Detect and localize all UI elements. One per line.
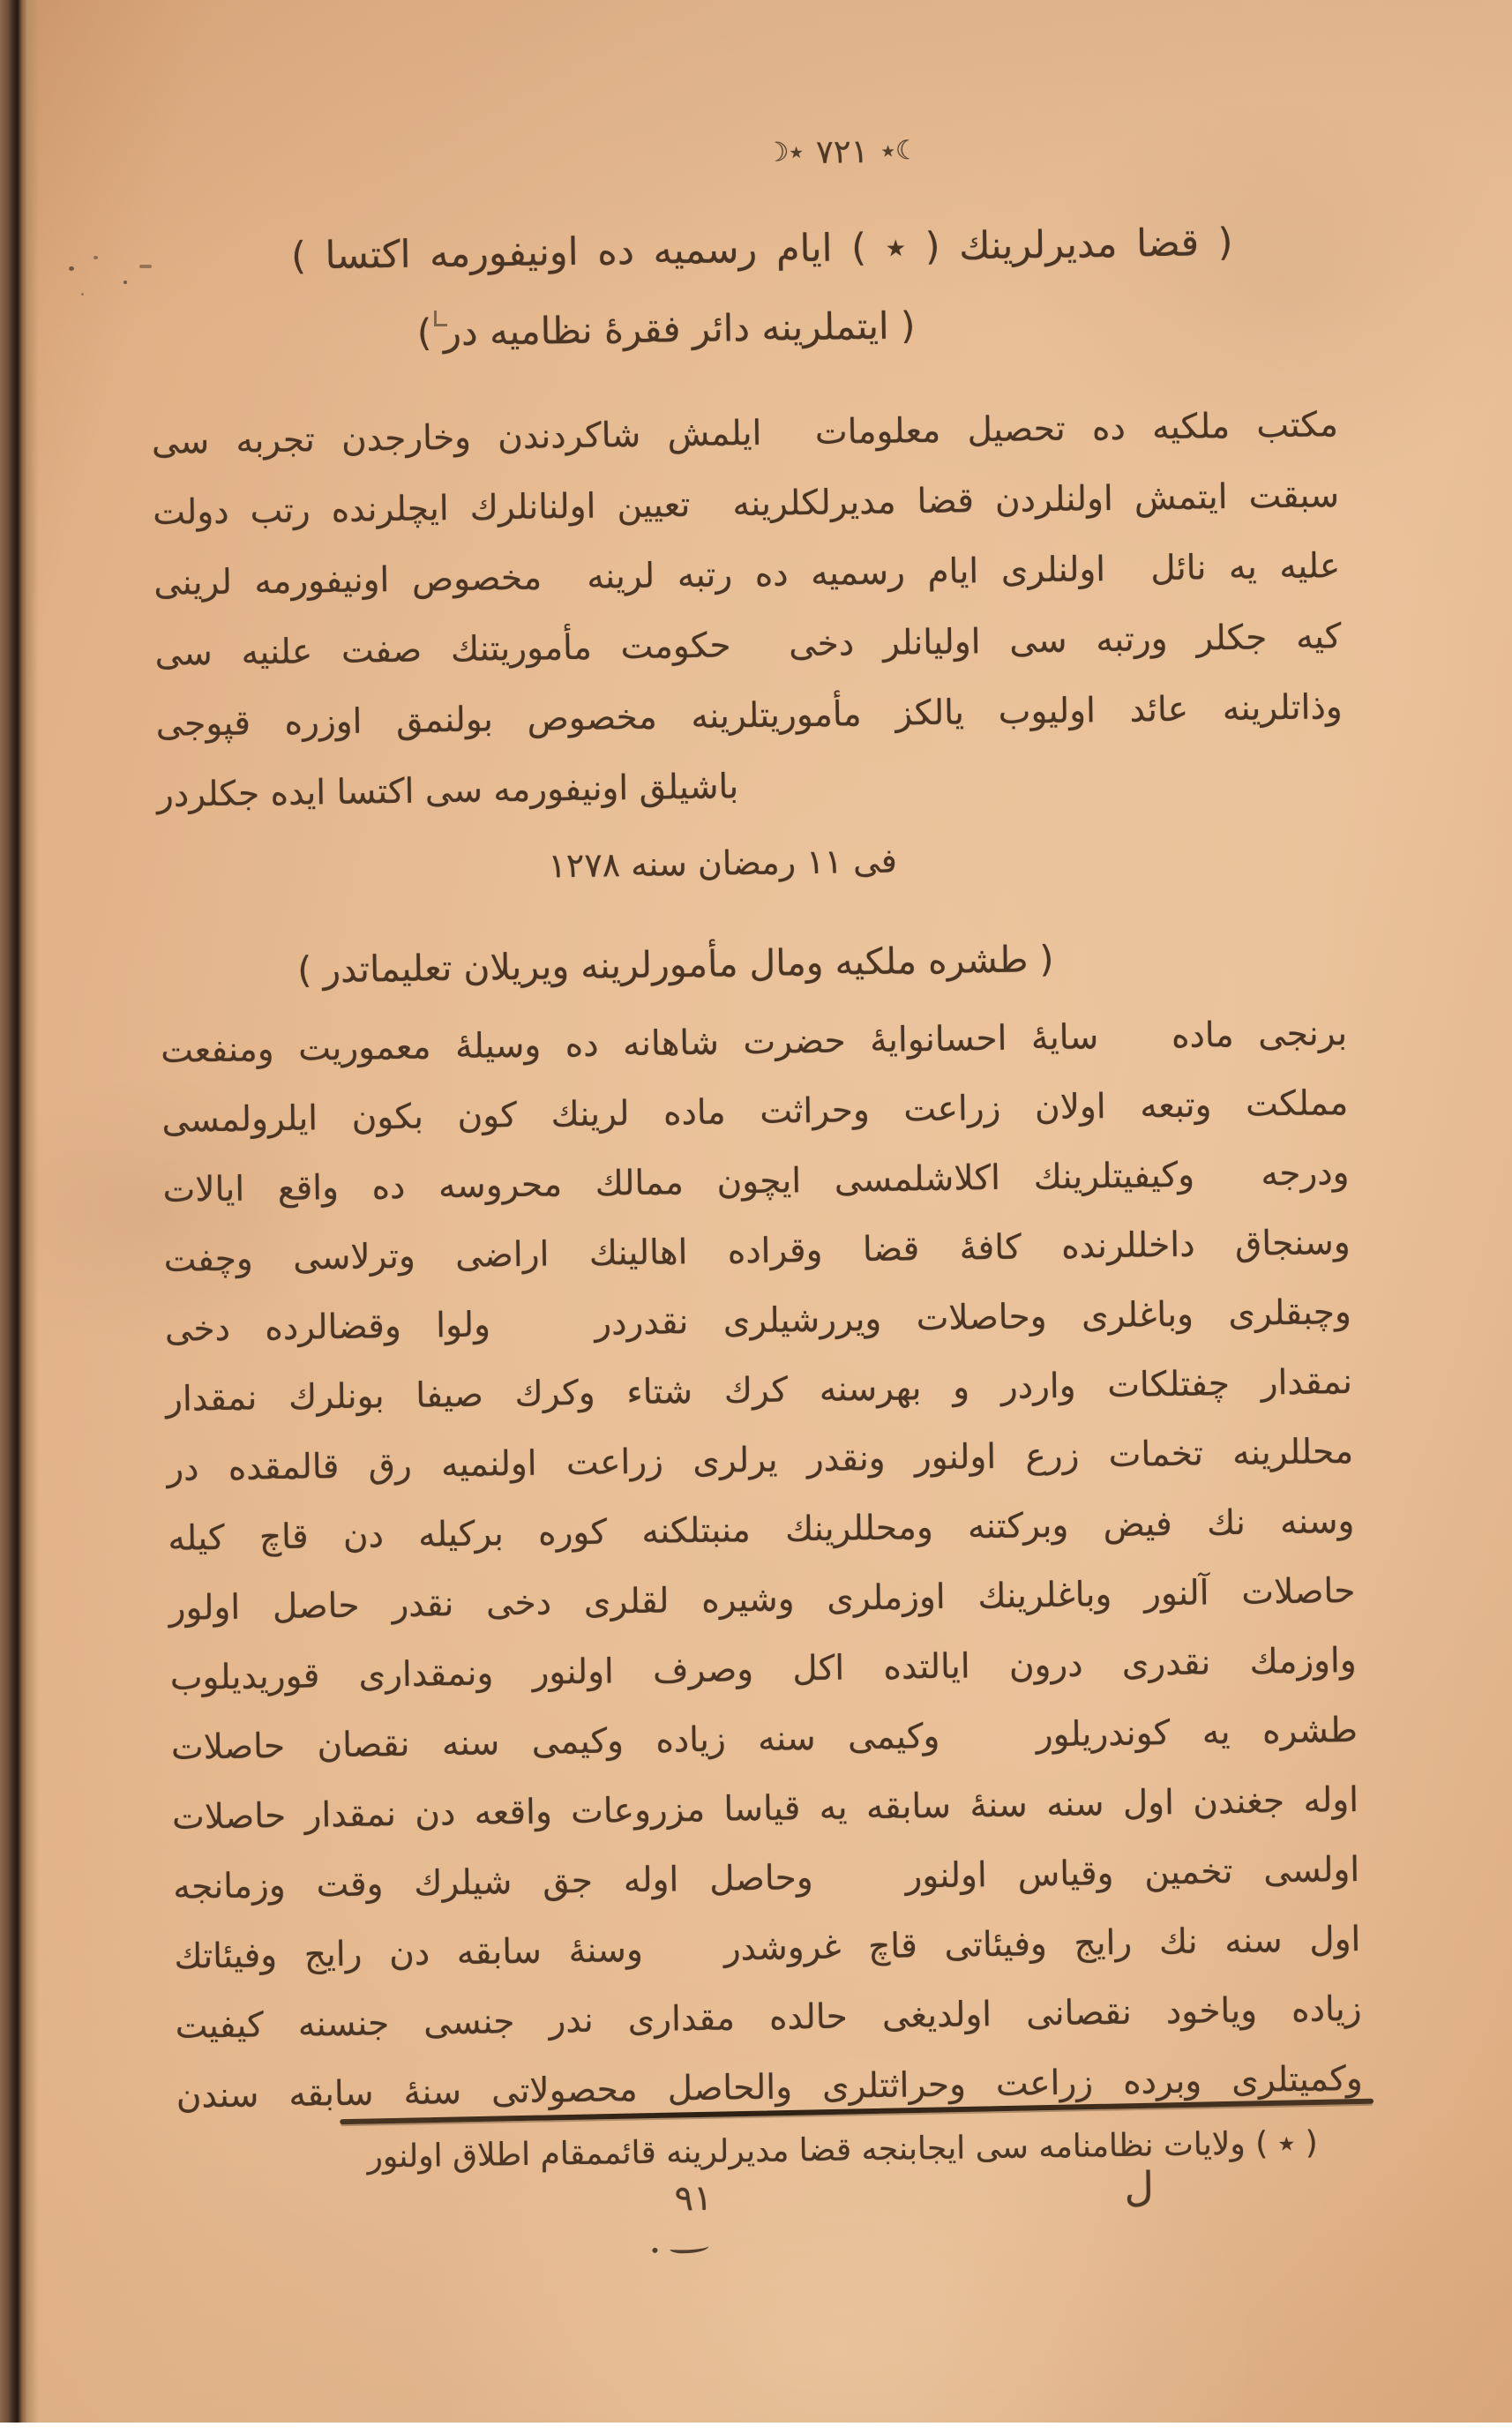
text-line: وذاتلرينه عائد اوليوب يالكز مأموريتلرينه مخصوص بولنمق اوزره قپوجى	[155, 687, 1343, 745]
text-line: اوله جغندن اول سنه سنهٔ سابقه يه قياسا مزروعات واقعه دن نمقدار حاصلات	[171, 1779, 1359, 1838]
document-title-line-1: ( قضا مديرلرينك ( ٭ ) ايام رسميه ده اونيفورمه اكتسا )	[290, 220, 1233, 279]
catchword: ل	[1124, 2162, 1155, 2211]
text-line: وسنجاق داخللرنده كافهٔ قضا وقراده اهالينك اراضى وترلاسى وچفت	[163, 1223, 1351, 1280]
text-line: زياده وياخود نقصانى اولديغى حالده مقدارى ندر جنسى جنسنه كيفيت	[175, 1988, 1362, 2047]
page-number: ٧٢١	[815, 131, 869, 171]
text-line: كيه جكلر ورتبه سى اوليانلر دخى حكومت مأموريتنك صفت علنيه سى	[154, 617, 1342, 675]
signature-number: ٩١	[674, 2177, 713, 2220]
text-line: باشيلق اونيفورمه سى اكتسا ايده جكلردر	[156, 767, 739, 816]
text-line: حاصلات آلنور وباغلرينك اوزملرى وشيره لقلرى دخى نقدر حاصل اولور	[168, 1570, 1356, 1629]
page-number-row	[738, 131, 947, 172]
text-line: طشره يه كوندريلور وكيمى سنه زياده وكيمى سنه نقصان حاصلات	[170, 1710, 1359, 1768]
signature-dot	[652, 2248, 657, 2253]
text-line: اول سنه نك رايج وفيئاتى قاچ غروشدر وسنهٔ سابقه دن رايج وفيئاتك	[174, 1919, 1361, 1977]
decree-date: فى ١١ رمضان سنه ١٢٧٨	[548, 841, 898, 886]
text-line: ودرجه وكيفيتلرينك اكلاشلمسى ايچون ممالك محروسه ده واقع ايالات	[162, 1153, 1350, 1210]
text-line: وسنه نك فيض وبركتنه ومحللرينك منبتلكنه كوره بركيله دن قاچ كيله	[168, 1501, 1355, 1559]
text-line: عليه يه نائل اولنلرى ايام رسميه ده رتبه لرينه مخصوص اونيفورمه لرينى	[153, 546, 1341, 604]
text-line: واوزمك نقدرى درون ايالتده اكل وصرف اولنور ونمقدارى قوريديلوب	[169, 1640, 1357, 1698]
signature-flourish	[670, 2242, 708, 2254]
text-line: سبقت ايتمش اولنلردن قضا مديرلكلرينه تعيين اولنانلرك ايچلرنده رتب دولت	[152, 476, 1340, 534]
decree-paragraph	[151, 390, 1344, 831]
text-line: نمقدار چفتلكات واردر و بهرسنه كرك شتاء وكرك صيفا بونلرك نمقدار	[165, 1361, 1353, 1419]
footnote-text: ( ٭ ) ولايات نظامنامه سى ايجابنجه قضا مديرلرينه قائممقام اطلاق اولنور	[367, 2124, 1319, 2176]
text-line: برنجى ماده سايهٔ احسانوايهٔ حضرت شاهانه ده وسيلهٔ معموريت ومنفعت	[160, 1014, 1348, 1071]
text-line: اولسى تخمين وقياس اولنور وحاصل اوله جق شيلرك وقت وزمانجه	[172, 1849, 1360, 1907]
text-line: وچبقلرى وباغلرى وحاصلات ويررشيلرى نقدردر ولوا وقضالرده دخى	[164, 1292, 1352, 1350]
instructions-paragraph	[161, 999, 1364, 2131]
fleuron-ornament-left-icon: ☽٭	[765, 137, 805, 169]
document-title-line-2: ( ايتملرينه دائر فقرهٔ نظاميه در )	[416, 303, 916, 355]
text-line: محللرينه تخمات زرع اولنور ونقدر يرلرى زراعت اولنميه رق قالمقده در	[166, 1431, 1354, 1489]
text-line: مكتب ملكيه ده تحصيل معلومات ايلمش شاكردندن وخارجدن تجربه سى	[151, 405, 1339, 463]
text-line: وكميتلرى وبرده زراعت وحراثتلرى والحاصل محصولاتى سنهٔ سابقه سندن	[176, 2058, 1363, 2116]
section-heading: ( طشره ملكيه ومال مأمورلرينه ويريلان تعليماتدر )	[296, 937, 1054, 992]
fleuron-ornament-right-icon: ٭☾	[880, 135, 920, 167]
text-line: مملكت وتبعه اولان زراعت وحراثت ماده لرينك كون بكون ايلرولمسى	[161, 1083, 1349, 1141]
